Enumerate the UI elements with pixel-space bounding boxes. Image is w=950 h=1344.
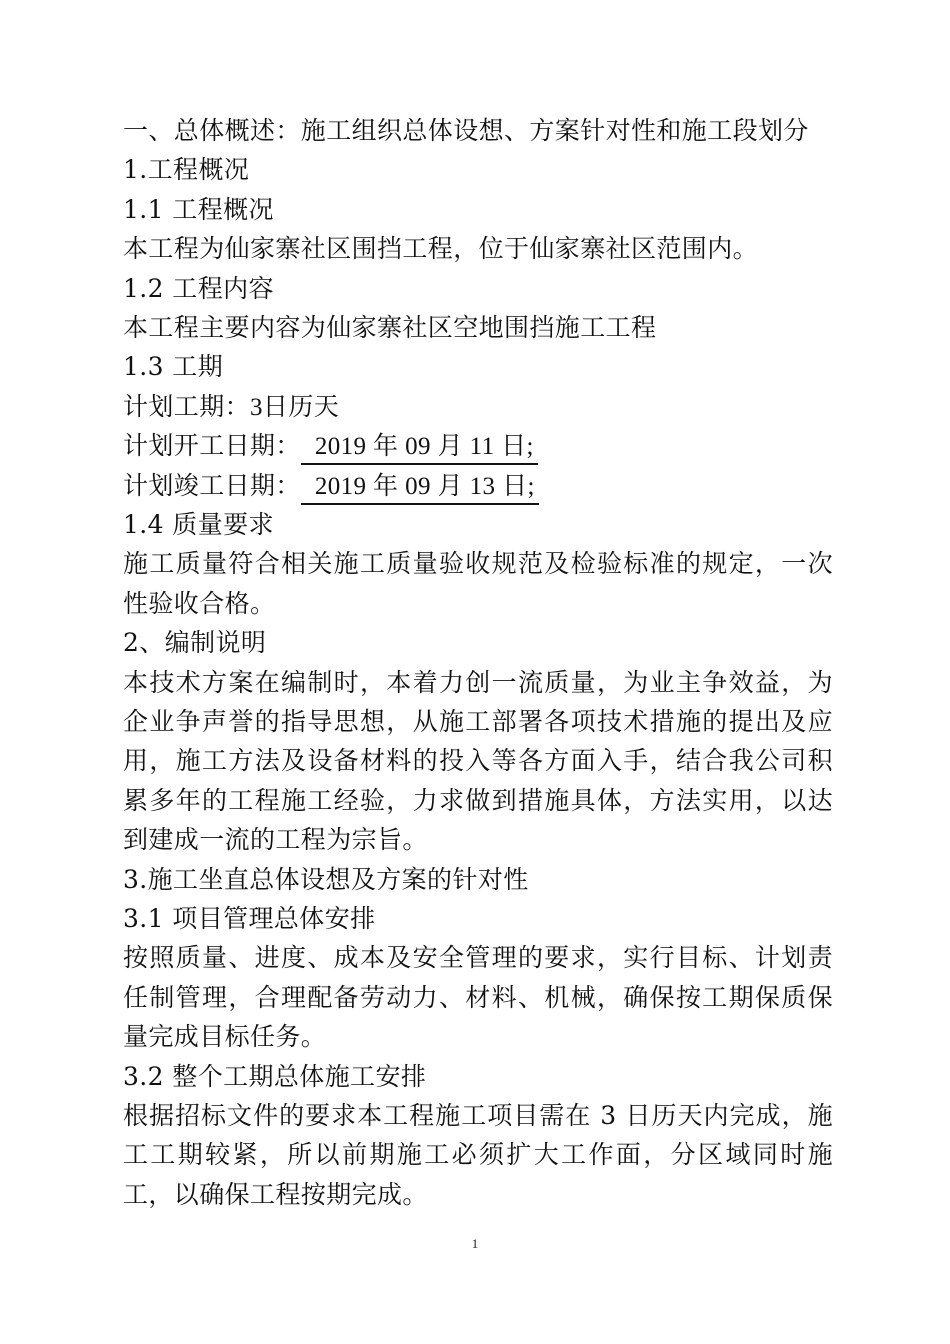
paragraph: 本技术方案在编制时，本着力创一流质量，为业主争效益，为企业争声誉的指导思想，从施工部署各项技术措施的提出及应用，施工方法及设备材料的投入等各方面入手，结合我公司积累多年的工程施工经验，力求做到措施具体，方法实用，以达到建成一流的工程为宗旨。 bbox=[123, 667, 833, 855]
planned-end-label: 计划竣工日期： bbox=[123, 470, 301, 500]
paragraph: 施工质量符合相关施工质量验收规范及检验标准的规定，一次性验收合格。 bbox=[123, 549, 833, 618]
planned-duration-label: 计划工期： bbox=[123, 391, 251, 421]
section-heading: 3.1 项目管理总体安排 bbox=[123, 903, 376, 933]
planned-start-line bbox=[123, 426, 833, 465]
planned-end-line bbox=[123, 466, 833, 505]
section-heading: 3.2 整个工期总体施工安排 bbox=[123, 1061, 427, 1091]
page-number: 1 bbox=[471, 1236, 479, 1251]
section-heading: 2、编制说明 bbox=[123, 628, 267, 658]
section-heading: 3.施工坐直总体设想及方案的针对性 bbox=[123, 864, 529, 894]
paragraph: 按照质量、进度、成本及安全管理的要求，实行目标、计划责任制管理，合理配备劳动力、材料、机械，确保按工期保质保量完成目标任务。 bbox=[123, 943, 833, 1052]
paragraph: 本工程为仙家寨社区围挡工程，位于仙家寨社区范围内。 bbox=[123, 234, 759, 264]
section-heading: 1.工程概况 bbox=[123, 155, 250, 185]
section-heading: 1.1 工程概况 bbox=[123, 194, 274, 224]
planned-duration-line bbox=[123, 387, 833, 426]
section-heading: 一、总体概述：施工组织总体设想、方案针对性和施工段划分 bbox=[123, 116, 809, 145]
planned-duration-unit: 日历天 bbox=[262, 391, 340, 421]
paragraph: 本工程主要内容为仙家寨社区空地围挡施工工程 bbox=[123, 312, 657, 342]
section-heading: 1.3 工期 bbox=[123, 352, 224, 382]
paragraph: 根据招标文件的要求本工程施工项目需在 3 日历天内完成，施工工期较紧，所以前期施工必须扩大工作面，分区域同时施工，以确保工程按期完成。 bbox=[123, 1100, 833, 1209]
planned-start-label: 计划开工日期： bbox=[123, 431, 301, 461]
planned-start-date: 2019 年 09 月 11 日; bbox=[301, 430, 538, 465]
document-body bbox=[123, 111, 833, 1214]
section-heading: 1.2 工程内容 bbox=[123, 273, 274, 303]
planned-end-date: 2019 年 09 月 13 日; bbox=[301, 470, 539, 505]
section-heading: 1.4 质量要求 bbox=[123, 509, 274, 539]
planned-duration-value: 3 bbox=[250, 393, 263, 421]
